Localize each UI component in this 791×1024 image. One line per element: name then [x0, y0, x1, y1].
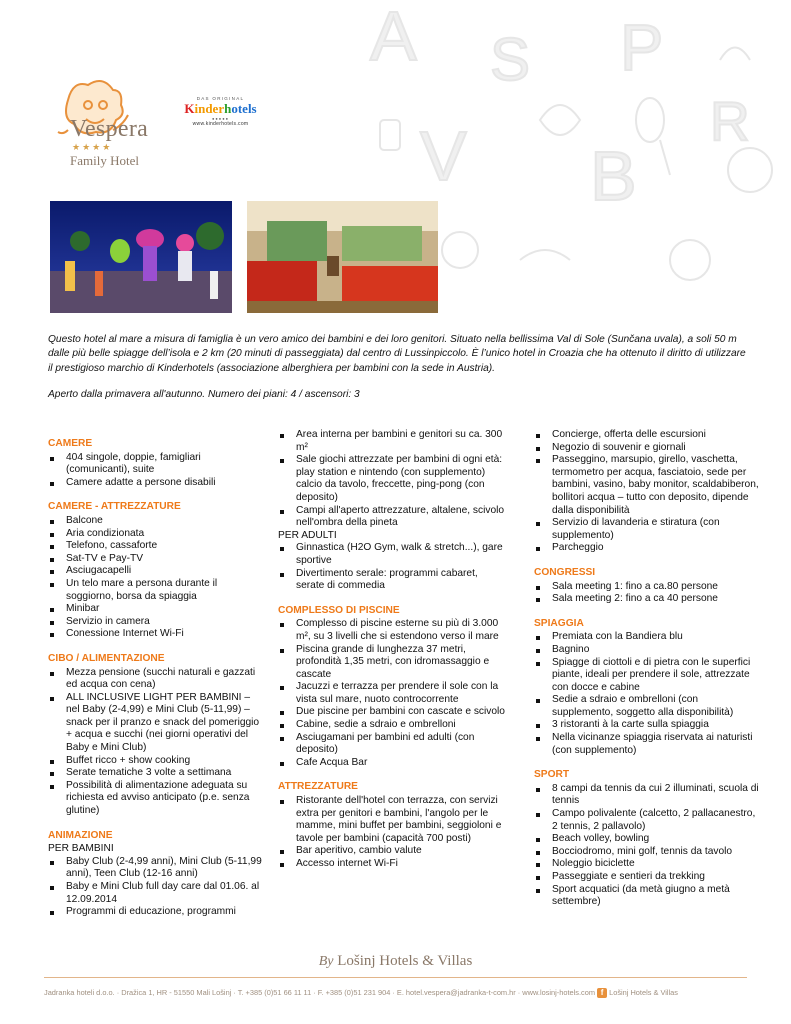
section-congressi — [534, 567, 759, 606]
list-item: Campi all'aperto attrezzature, altalene, scivolo nell'ombra della pineta — [278, 505, 508, 530]
list-item: Premiata con la Bandiera blu — [534, 631, 759, 644]
footer-company — [0, 953, 791, 970]
footer-by: By — [318, 954, 334, 969]
list-item: 404 singole, doppie, famigliari (comunicanti), suite — [48, 452, 263, 477]
list-item: Concierge, offerta delle escursioni — [534, 429, 759, 442]
footer-contact — [44, 988, 747, 998]
svg-text:V: V — [420, 117, 467, 195]
svg-text:R: R — [710, 90, 750, 152]
svg-text:B: B — [590, 137, 637, 215]
list-item: Sala meeting 2: fino a ca 40 persone — [534, 593, 759, 606]
list-item: Programmi di educazione, programmi — [48, 906, 263, 919]
list-item: 3 ristoranti à la carte sulla spiaggia — [534, 719, 759, 732]
section-attrezzature — [278, 781, 508, 870]
kinderhotels-logo — [173, 96, 268, 138]
hotel-subtitle: Family Hotel — [70, 153, 139, 168]
section-cibo — [48, 653, 263, 818]
section-title: CAMERE - ATTREZZATURE — [48, 501, 181, 513]
list-item: Cafe Acqua Bar — [278, 757, 508, 770]
list-item: Area interna per bambini e genitori su ca. 300 m² — [278, 429, 508, 454]
list-item: Cabine, sedie a sdraio e ombrelloni — [278, 719, 508, 732]
svg-text:P: P — [620, 11, 664, 84]
list-item: Nella vicinanze spiaggia riservata ai naturisti (con supplemento) — [534, 732, 759, 757]
list-item: Spiagge di ciottoli e di pietra con le superfici piante, ideali per prendere il sole, attrezzate con docce e cabine — [534, 657, 759, 695]
section-title: ATTREZZATURE — [278, 781, 358, 793]
section-title: CAMERE — [48, 438, 93, 449]
photo-hotel-room — [247, 201, 438, 313]
section-camere — [48, 438, 263, 489]
section-sport — [534, 769, 759, 909]
hotel-name: Vespera — [70, 116, 149, 142]
section-camere-attrezzature — [48, 501, 263, 641]
hotel-stars: ★★★★ — [72, 142, 113, 152]
section-title: CONGRESSI — [534, 566, 596, 578]
list-item: Conessione Internet Wi-Fi — [48, 628, 263, 641]
list-item: Noleggio biciclette — [534, 858, 759, 871]
list-item: Camere adatte a persone disabili — [48, 477, 263, 490]
list-item: Campo polivalente (calcetto, 2 pallacanestro, 2 tennis, 2 pallavolo) — [534, 808, 759, 833]
section-title: SPORT — [534, 769, 570, 781]
kinderhotels-wordmark: Kinderhotels — [184, 101, 257, 116]
list-item: Beach volley, bowling — [534, 833, 759, 846]
list-item: Negozio di souvenir e giornali — [534, 442, 759, 455]
column-2 — [278, 429, 508, 871]
section-animazione-cont — [278, 429, 508, 593]
list-item: Possibilità di alimentazione adeguata su richiesta ed avviso anticipato (p.e. senza glutine) — [48, 780, 263, 818]
section-title: COMPLESSO DI PISCINE — [278, 604, 400, 616]
list-item: 8 campi da tennis da cui 2 illuminati, scuola di tennis — [534, 783, 759, 808]
column-3 — [534, 429, 759, 909]
list-item: Buffet ricco + show cooking — [48, 755, 263, 768]
list-item: Baby e Mini Club full day care dal 01.06. al 12.09.2014 — [48, 881, 263, 906]
footer-company-name: Lošinj Hotels & Villas — [337, 953, 473, 969]
list-item: Piscina grande di lunghezza 37 metri, profondità 1,35 metri, con idromassaggio e cascate — [278, 644, 508, 682]
list-item: Asciugacapelli — [48, 565, 263, 578]
list-item: Mezza pensione (succhi naturali e gazzati ed acqua con cena) — [48, 667, 263, 692]
list-item: Bagnino — [534, 644, 759, 657]
section-attrezzature-cont — [534, 429, 759, 555]
list-item: Sala meeting 1: fino a ca.80 persone — [534, 581, 759, 594]
list-item: Telefono, cassaforte — [48, 540, 263, 553]
list-item: Asciugamani per bambini ed adulti (con deposito) — [278, 732, 508, 757]
list-item: Bar aperitivo, cambio valute — [278, 845, 508, 858]
list-item: Bocciodromo, mini golf, tennis da tavolo — [534, 846, 759, 859]
list-item: Minibar — [48, 603, 263, 616]
column-1 — [48, 438, 263, 919]
kinderhotels-tagline: DAS ORIGINAL — [196, 96, 245, 101]
intro-description: Questo hotel al mare a misura di famiglia è un vero amico dei bambini e dei loro genitori. Situato nella bellissima Val di Sole (Sunčana uvala), a soli 50 m dalle più belle spiagge dell’isola e 2 km (20 minuti di passeggiata) dal centro di Lussinpiccolo. È l’unico hotel in Croazia che ha ottenuto il diritto di utilizzare il prestigioso marchio di Kinderhotels (associazione alberghiera per bambini con la sede in Austria). — [48, 334, 746, 374]
list-item: Passeggino, marsupio, girello, vaschetta, termometro per acqua, fasciatoio, sede per bambini, vasino, baby monitor, scaldabiberon, bollitori acqua – tutto con deposito, dipende dalla disponibilità — [534, 454, 759, 517]
list-item: Aria condizionata — [48, 528, 263, 541]
list-item: Balcone — [48, 515, 263, 528]
intro-text — [48, 333, 748, 403]
list-item: Ristorante dell'hotel con terrazza, con servizi extra per genitori e bambini, l'angolo per le mamme, mini buffet per bambini, seggioloni e tavole per bambini (capacità 700 posti) — [278, 795, 508, 845]
section-title: CIBO / ALIMENTAZIONE — [48, 652, 165, 664]
kinderhotels-dots: ●●●●● — [211, 116, 230, 121]
footer-divider — [44, 977, 747, 978]
list-item: Sat-TV e Pay-TV — [48, 553, 263, 566]
list-item: Jacuzzi e terrazza per prendere il sole con la vista sul mare, nuoto controcorrente — [278, 681, 508, 706]
footer-contact-text: Jadranka hoteli d.o.o. · Dražica 1, HR - 51550 Mali Lošinj · T. +385 (0)51 66 11 11 · F. +385 (0)51 231 904 · E. hotel.vespera@jadranka-t-com.hr · www.losinj-hotels.com — [44, 988, 595, 997]
kinderhotels-url: www.kinderhotels.com — [192, 121, 249, 127]
list-item: Divertimento serale: programmi cabaret, serate di commedia — [278, 568, 508, 593]
list-item: ALL INCLUSIVE LIGHT PER BAMBINI – nel Baby (2-4,99) e Mini Club (5-11,99) – snack per il pranzo e snack del pomeriggio + acqua e succhi (nei giorni operativi del Baby e Mini Club) — [48, 692, 263, 755]
list-item: Servizio in camera — [48, 616, 263, 629]
list-item: Complesso di piscine esterne su più di 3.000 m², su 3 livelli che si estendono verso il mare — [278, 618, 508, 643]
list-item: Serate tematiche 3 volte a settimana — [48, 767, 263, 780]
list-item: Un telo mare a persona durante il soggiorno, borsa da spiaggia — [48, 578, 263, 603]
svg-text:S: S — [490, 26, 531, 93]
list-item: Accesso internet Wi-Fi — [278, 858, 508, 871]
list-item: Servizio di lavanderia e stiratura (con supplemento) — [534, 517, 759, 542]
section-title: SPIAGGIA — [534, 617, 584, 629]
list-item: Baby Club (2-4,99 anni), Mini Club (5-11,99 anni), Teen Club (12-16 anni) — [48, 856, 263, 881]
list-item: Sale giochi attrezzate per bambini di ogni età: play station e nintendo (con supplemento) calcio da tavolo, freccette, ping-pong (con deposito) — [278, 454, 508, 504]
svg-text:A: A — [370, 0, 417, 75]
intro-opening-info: Aperto dalla primavera all'autunno. Numero dei piani: 4 / ascensori: 3 — [48, 389, 360, 401]
section-animazione — [48, 830, 263, 919]
subsection-label: PER BAMBINI — [48, 843, 114, 855]
footer-facebook-label[interactable]: Lošinj Hotels & Villas — [609, 988, 678, 997]
list-item: Due piscine per bambini con cascate e scivolo — [278, 706, 508, 719]
list-item: Parcheggio — [534, 542, 759, 555]
section-spiaggia — [534, 618, 759, 758]
list-item: Ginnastica (H2O Gym, walk & stretch...), gare sportive — [278, 542, 508, 567]
section-piscine — [278, 605, 508, 770]
section-title: ANIMAZIONE — [48, 829, 113, 841]
list-item: Sedie a sdraio e ombrelloni (con supplemento, soggetto alla disponibilità) — [534, 694, 759, 719]
list-item: Passeggiate e sentieri da trekking — [534, 871, 759, 884]
facebook-icon[interactable]: f — [597, 988, 607, 998]
photo-kids-party — [50, 201, 232, 313]
subsection-label: PER ADULTI — [278, 529, 337, 541]
list-item: Sport acquatici (da metà giugno a metà settembre) — [534, 884, 759, 909]
